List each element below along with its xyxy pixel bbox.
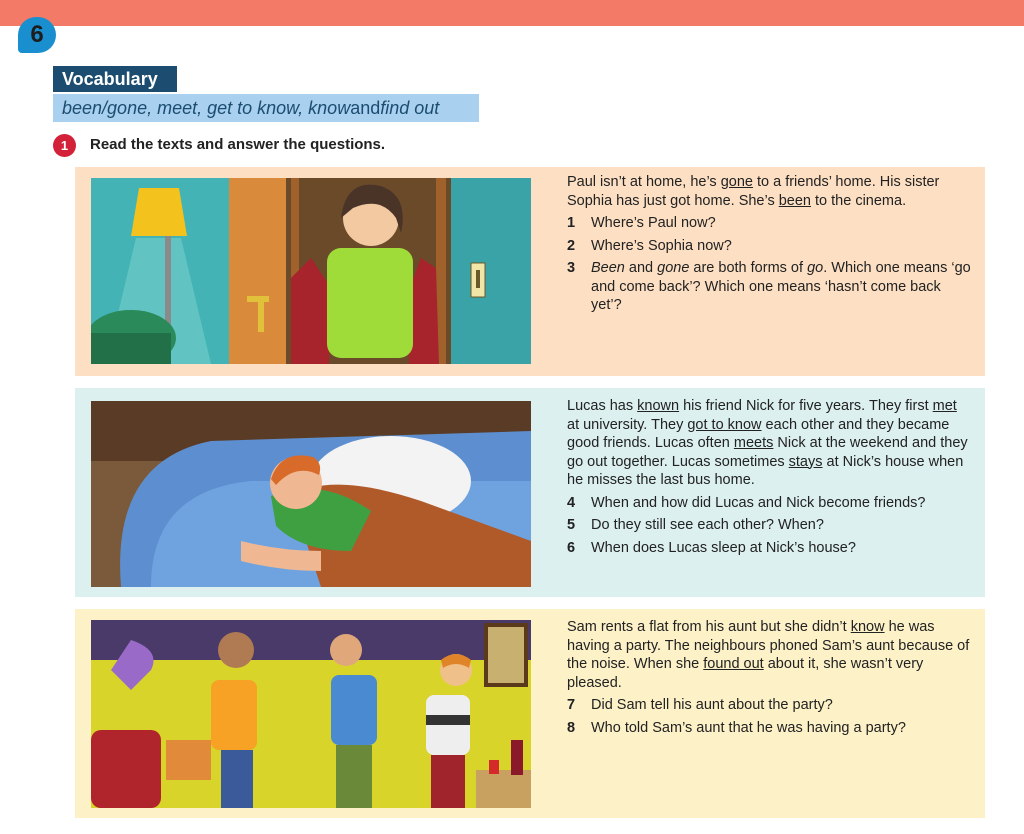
question-number: 4: [567, 494, 576, 511]
text-run: Nick at the weekend and they go out together. Lucas sometimes: [567, 435, 968, 470]
question-item: [567, 539, 972, 558]
question-list: [567, 214, 972, 315]
subtitle-last-word: find out: [380, 97, 440, 118]
question-item: [567, 259, 972, 315]
text-run: each other and they became good friends. Lucas often: [567, 416, 950, 451]
passage: [567, 397, 972, 490]
section-title: Vocabulary: [53, 66, 177, 92]
text-run: are both forms of: [689, 260, 808, 276]
question-number: 5: [567, 517, 576, 533]
underlined-word: got to know: [687, 416, 762, 433]
question-number: 2: [567, 237, 576, 254]
panel-3-text: [567, 618, 972, 737]
italic-word: gone: [657, 260, 690, 276]
question-text: [591, 259, 972, 315]
text-run: . Which one means ‘go and come back’? Which one means ‘hasn’t come back yet’?: [591, 260, 971, 313]
question-number: 3: [567, 260, 576, 276]
question-number: 7: [567, 697, 576, 713]
panel-2-text: [567, 397, 972, 557]
text-run: Sam rents a flat from his aunt but she didn’t: [567, 619, 851, 635]
illustration-party: [91, 620, 531, 808]
exercise-number: 1: [53, 134, 76, 157]
text-run: at Nick’s house when he misses the last bus home.: [567, 453, 964, 488]
passage: [567, 618, 972, 692]
text-run: Who told Sam’s aunt that he was having a party?: [591, 719, 906, 736]
question-text: [591, 214, 972, 233]
text-run: and: [624, 260, 658, 276]
italic-word: Been: [591, 260, 625, 276]
question-text: [591, 516, 972, 535]
text-run: his friend Nick for five years. They first: [679, 398, 933, 414]
text-run: Did Sam tell his aunt about the party?: [591, 697, 833, 713]
text-run: he was having a party. The neighbours phoned Sam’s aunt because of the noise. When she: [567, 619, 970, 672]
question-number: 6: [567, 539, 576, 556]
top-color-band: [0, 0, 1024, 26]
text-run: Where’s Paul now?: [591, 215, 716, 231]
question-item: [567, 237, 972, 256]
question-list: [567, 494, 972, 558]
panel-1-text: [567, 173, 972, 315]
question-text: [591, 539, 972, 558]
text-run: Paul isn’t at home, he’s: [567, 174, 721, 190]
text-run: to the cinema.: [811, 192, 907, 209]
text-panel-3: [75, 609, 985, 818]
unit-number-badge: 6: [18, 17, 56, 53]
section-subtitle: [53, 94, 479, 122]
question-item: [567, 719, 972, 738]
question-item: [567, 516, 972, 535]
text-run: When does Lucas sleep at Nick’s house?: [591, 539, 856, 556]
underlined-word: met: [932, 398, 957, 414]
text-run: Lucas has: [567, 398, 638, 414]
underlined-word: know: [850, 619, 885, 635]
text-run: about it, she wasn’t very pleased.: [567, 656, 924, 691]
text-run: Where’s Sophia now?: [591, 237, 732, 254]
underlined-word: meets: [733, 435, 774, 451]
underlined-word: known: [637, 398, 680, 414]
question-text: [591, 237, 972, 256]
underlined-word: found out: [703, 656, 764, 672]
exercise-instruction: Read the texts and answer the questions.: [90, 136, 386, 153]
text-run: Do they still see each other? When?: [591, 517, 824, 533]
question-number: 1: [567, 215, 576, 231]
illustration-sleeping-on-sofa: [91, 401, 531, 587]
italic-word: go: [807, 260, 824, 276]
question-item: [567, 494, 972, 513]
underlined-word: gone: [720, 174, 753, 190]
question-text: [591, 696, 972, 715]
text-run: to a friends’ home. His sister Sophia has just got home. She’s: [567, 174, 940, 209]
text-run: at university. They: [567, 416, 688, 433]
illustration-woman-at-door: [91, 178, 531, 364]
question-item: [567, 214, 972, 233]
subtitle-words: been/gone, meet, get to know, know: [62, 97, 351, 118]
question-number: 8: [567, 719, 576, 736]
question-text: [591, 719, 972, 738]
text-run: When and how did Lucas and Nick become friends?: [591, 494, 926, 511]
question-item: [567, 696, 972, 715]
subtitle-and: and: [350, 97, 381, 118]
underlined-word: been: [778, 192, 811, 209]
question-text: [591, 494, 972, 513]
underlined-word: stays: [788, 453, 823, 470]
passage: [567, 173, 972, 210]
text-panel-1: [75, 167, 985, 376]
text-panel-2: [75, 388, 985, 597]
question-list: [567, 696, 972, 737]
